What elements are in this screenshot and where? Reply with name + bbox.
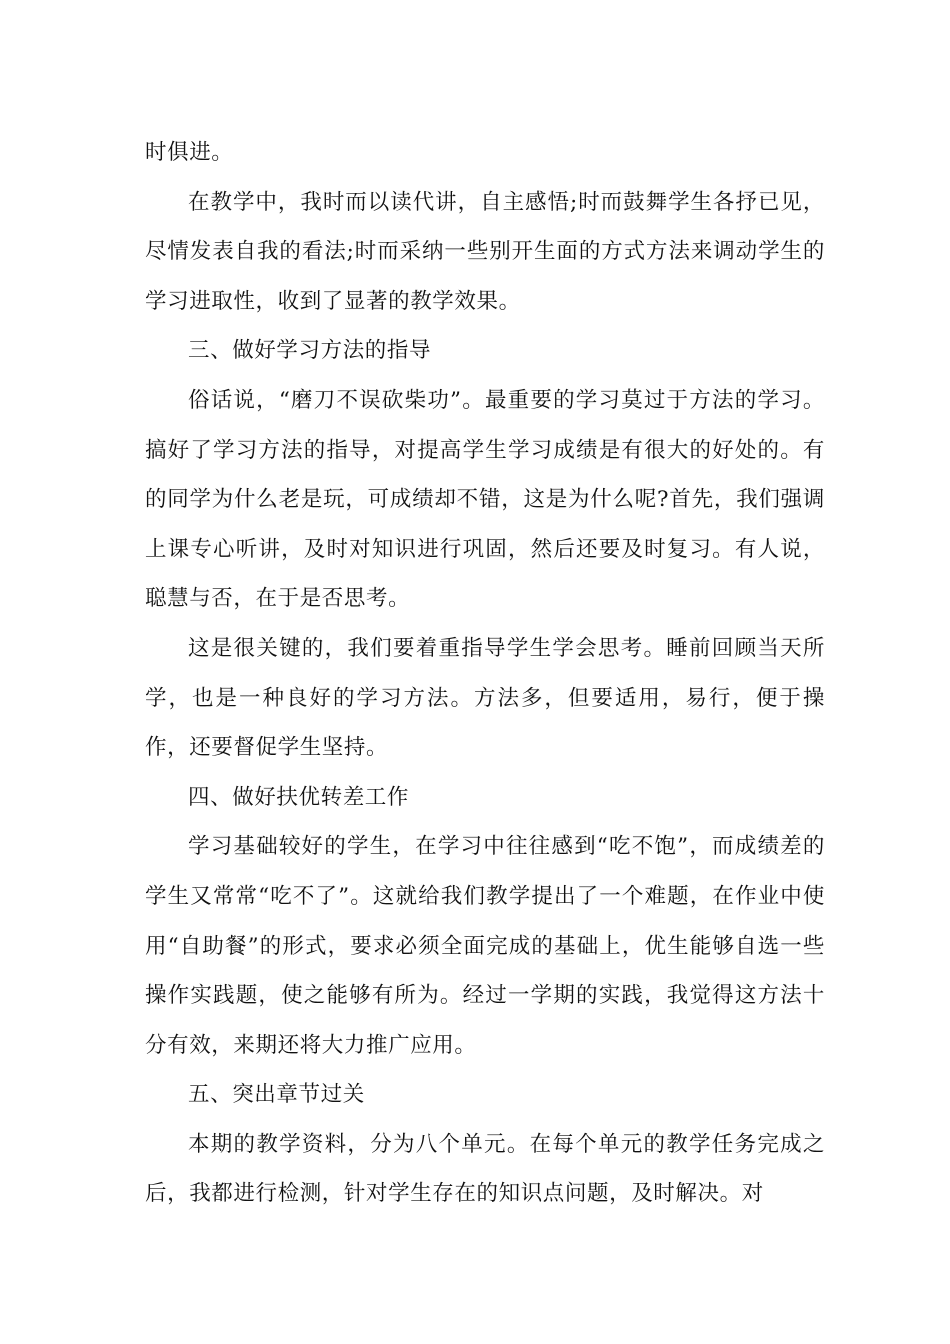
section-heading-study-methods: 三、做好学习方法的指导 [188, 338, 432, 364]
paragraph-tutoring: 学习基础较好的学生，在学习中往往感到“吃不饱”，而成绩差的学生又常常“吃不了”。这就给我们教学提出了一个难题，在作业中使用“自助餐”的形式，要求必须全面完成的基础上，优生能够自选一些操作实践题，使之能够有所为。经过一学期的实践，我觉得这方法十分有效，来期还将大力推广应用。 [145, 834, 825, 1058]
paragraph-thinking: 这是很关键的，我们要着重指导学生学会思考。睡前回顾当天所学，也是一种良好的学习方法。方法多，但要适用，易行，便于操作，还要督促学生坚持。 [145, 635, 825, 761]
paragraph-teaching-methods: 在教学中，我时而以读代讲，自主感悟;时而鼓舞学生各抒已见，尽情发表自我的看法;时而采纳一些别开生面的方式方法来调动学生的学习进取性，收到了显著的教学效果。 [145, 189, 825, 314]
document-body [145, 128, 825, 1219]
paragraph-study-methods: 俗话说，“磨刀不误砍柴功”。最重要的学习莫过于方法的学习。搞好了学习方法的指导，对提高学生学习成绩是有很大的好处的。有的同学为什么老是玩，可成绩却不错，这是为什么呢?首先，我们强调上课专心听讲，及时对知识进行巩固，然后还要及时复习。有人说，聪慧与否，在于是否思考。 [145, 387, 825, 612]
section-heading-tutoring: 四、做好扶优转差工作 [188, 784, 410, 810]
paragraph-continuation: 时俱进。 [145, 140, 234, 165]
section-heading-chapter-checks: 五、突出章节过关 [188, 1082, 365, 1108]
paragraph-chapter-checks: 本期的教学资料，分为八个单元。在每个单元的教学任务完成之后，我都进行检测，针对学生存在的知识点问题，及时解决。对 [145, 1131, 825, 1207]
